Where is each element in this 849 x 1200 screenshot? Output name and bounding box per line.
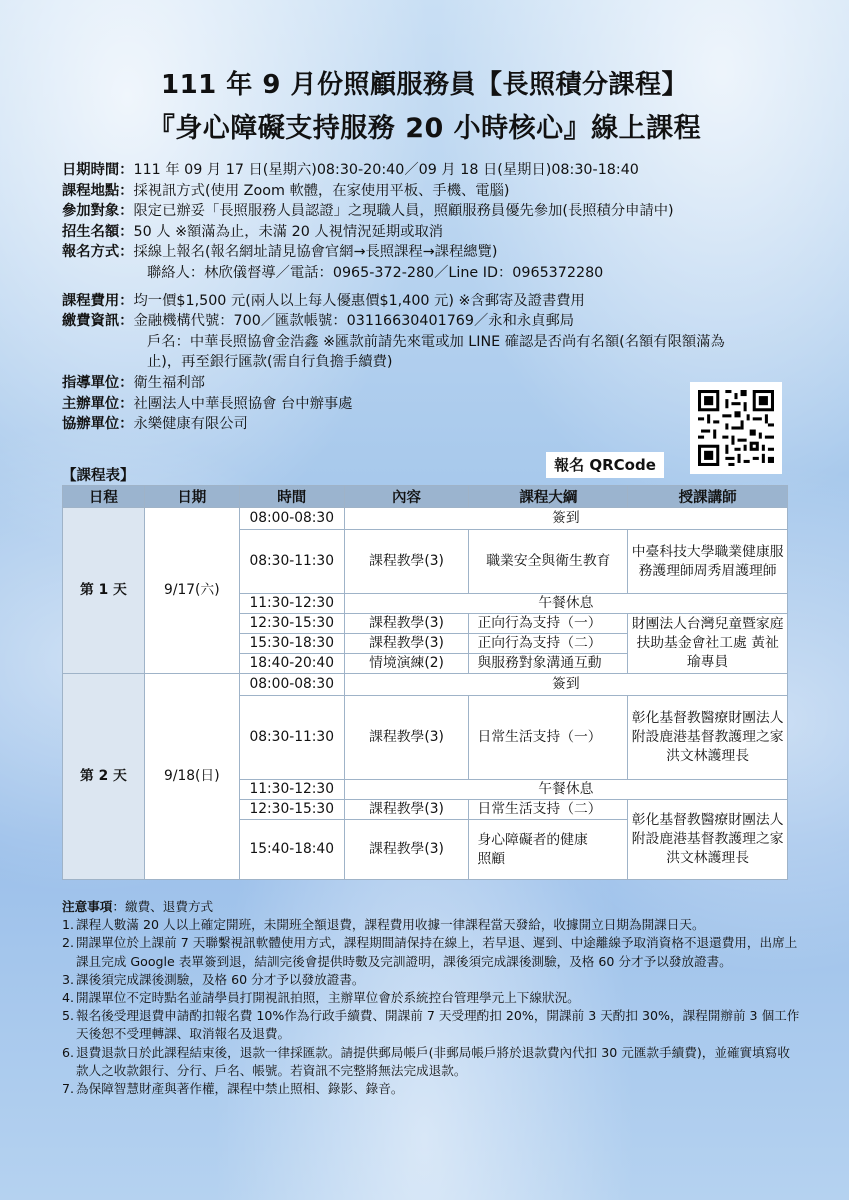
date-cell: 9/18(日) bbox=[144, 674, 239, 880]
info-value: 限定已辦妥「長照服務人員認證」之現職人員，照顧服務員優先參加(長照積分申請中) bbox=[133, 203, 674, 220]
time-cell: 12:30-15:30 bbox=[239, 614, 344, 634]
note-text: 課後須完成課後測驗，及格 60 分才予以發放證書。 bbox=[76, 971, 365, 987]
note-text: 退費退款日於此課程結束後，退款一律採匯款。請提供郵局帳戶(非郵局帳戶將於退款費內代扣 30 元匯款手續費)，並確實填寫收款人之收款銀行、分行、戶名、帳號。若資訊不完整將無法完成退款。 bbox=[76, 1044, 790, 1078]
info-value: 衛生福利部 bbox=[133, 374, 205, 391]
time-cell: 18:40-20:40 bbox=[239, 654, 344, 674]
outline-cell: 日常生活支持（一） bbox=[469, 696, 628, 780]
column-header: 課程大綱 bbox=[469, 486, 628, 508]
outline-cell: 身心障礙者的健康照顧 bbox=[469, 820, 628, 880]
teacher-cell: 財團法人台灣兒童暨家庭扶助基金會社工處 黃祉瑜專員 bbox=[628, 614, 788, 674]
time-cell: 08:00-08:30 bbox=[239, 674, 344, 696]
info-label: 協辦單位： bbox=[62, 416, 134, 433]
notes-section bbox=[62, 898, 802, 1098]
column-header: 授課講師 bbox=[628, 486, 788, 508]
list-item: 6. 退費退款日於此課程結束後，退款一律採匯款。請提供郵局帳戶(非郵局帳戶將於退款費內代扣 30 元匯款手續費)，並確實填寫收款人之收款銀行、分行、戶名、帳號。若資訊不完整將無法完成退款。 bbox=[62, 1044, 802, 1080]
table-row bbox=[63, 674, 788, 696]
info-label: 指導單位： bbox=[62, 374, 134, 391]
info-register bbox=[62, 242, 802, 263]
time-cell: 08:30-11:30 bbox=[239, 530, 344, 594]
info-value: 永樂健康有限公司 bbox=[133, 416, 248, 433]
note-text: 開課單位不定時點名並請學員打開視訊拍照，主辦單位會於系統控台管理學元上下線狀況。 bbox=[76, 990, 580, 1006]
teacher-cell: 中臺科技大學職業健康服務護理師周秀眉護理師 bbox=[628, 530, 788, 594]
info-label: 主辦單位： bbox=[62, 395, 134, 412]
time-cell: 11:30-12:30 bbox=[239, 780, 344, 800]
schedule-label: 【課程表】 bbox=[62, 468, 135, 484]
qr-code-icon bbox=[698, 390, 774, 466]
content-cell: 課程教學(3) bbox=[344, 614, 469, 634]
merged-cell: 簽到 bbox=[344, 674, 787, 696]
column-header: 內容 bbox=[344, 486, 469, 508]
note-text: 開課單位於上課前 7 天聯繫視訊軟體使用方式，課程期間請保持在線上，若早退、遲到、中途離線予取消資格不退還費用，出席上課且完成 Google 表單簽到退，結訓完後會提供時數及完訓證明，課後須完成課後測驗，及格 60 分才予以發放證書。 bbox=[76, 935, 798, 969]
merged-cell: 午餐休息 bbox=[344, 594, 787, 614]
info-audience bbox=[62, 201, 802, 222]
info-value: 採線上報名(報名網址請見協會官網→長照課程→課程總覽) bbox=[133, 244, 498, 261]
column-header: 時間 bbox=[239, 486, 344, 508]
time-cell: 11:30-12:30 bbox=[239, 594, 344, 614]
outline-cell: 與服務對象溝通互動 bbox=[469, 654, 628, 674]
info-value: 50 人 ※額滿為止，未滿 20 人視情況延期或取消 bbox=[133, 223, 444, 240]
info-label: 報名方式： bbox=[62, 244, 134, 261]
outline-cell: 正向行為支持（一） bbox=[469, 614, 628, 634]
time-cell: 15:40-18:40 bbox=[239, 820, 344, 880]
content-cell: 課程教學(3) bbox=[344, 634, 469, 654]
info-payment bbox=[62, 311, 802, 332]
teacher-cell: 彰化基督教醫療財團法人附設鹿港基督教護理之家洪文林護理長 bbox=[628, 800, 788, 880]
time-cell: 08:00-08:30 bbox=[239, 508, 344, 530]
list-item: 1. 課程人數滿 20 人以上確定開班，未開班全額退費，課程費用收據一律課程當天發給，收據開立日期為開課日天。 bbox=[62, 916, 802, 934]
list-item: 7. 為保障智慧財產與著作權，課程中禁止照相、錄影、錄音。 bbox=[62, 1080, 802, 1098]
info-account: 戶名：中華長照協會金浩鑫 ※匯款前請先來電或加 LINE 確認是否尚有名額(名額有限額滿為止)，再至銀行匯款(需自行負擔手續費) bbox=[147, 333, 725, 371]
info-label: 日期時間： bbox=[62, 162, 134, 178]
info-value: 金融機構代號：700／匯款帳號：03116630401769／永和永貞郵局 bbox=[133, 313, 575, 330]
time-cell: 12:30-15:30 bbox=[239, 800, 344, 820]
info-label: 課程地點： bbox=[62, 182, 134, 199]
merged-cell: 簽到 bbox=[344, 508, 787, 530]
info-date bbox=[62, 160, 802, 181]
qr-code[interactable] bbox=[690, 382, 782, 474]
list-item: 3. 課後須完成課後測驗，及格 60 分才予以發放證書。 bbox=[62, 971, 802, 989]
notes-heading-line bbox=[62, 898, 802, 916]
time-cell: 08:30-11:30 bbox=[239, 696, 344, 780]
table-header-row bbox=[63, 486, 788, 508]
column-header: 日期 bbox=[144, 486, 239, 508]
info-quota bbox=[62, 222, 802, 243]
column-header: 日程 bbox=[63, 486, 145, 508]
time-cell: 15:30-18:30 bbox=[239, 634, 344, 654]
info-value: 111 年 09 月 17 日(星期六)08:30-20:40／09 月 18 日(星期日)08:30-18:40 bbox=[133, 162, 639, 178]
outline-cell: 正向行為支持（二） bbox=[469, 634, 628, 654]
info-label: 課程費用： bbox=[62, 292, 134, 309]
info-contact: 聯絡人：林欣儀督導／電話：0965-372-280／Line ID：0965372280 bbox=[147, 264, 604, 281]
info-label: 參加對象： bbox=[62, 203, 134, 220]
outline-cell: 職業安全與衛生教育 bbox=[469, 530, 628, 594]
note-text: 報名後受理退費申請酌扣報名費 10%作為行政手續費、開課前 7 天受理酌扣 20%，開課前 3 天酌扣 30%，課程開辦前 3 個工作天後恕不受理轉課、取消報名及退費。 bbox=[76, 1008, 800, 1042]
day-cell: 第 1 天 bbox=[63, 508, 145, 674]
course-schedule-table bbox=[62, 485, 788, 880]
outline-cell: 日常生活支持（二） bbox=[469, 800, 628, 820]
info-value: 採視訊方式(使用 Zoom 軟體，在家使用平板、手機、電腦) bbox=[133, 182, 510, 199]
title-line-1: 111 年 9 月份照顧服務員【長照積分課程】 bbox=[160, 70, 689, 100]
info-value: 社團法人中華長照協會 台中辦事處 bbox=[133, 395, 353, 412]
qr-label: 報名 QRCode bbox=[546, 452, 664, 478]
list-item: 2. 開課單位於上課前 7 天聯繫視訊軟體使用方式，課程期間請保持在線上，若早退、遲到、中途離線予取消資格不退還費用，出席上課且完成 Google 表單簽到退，結訓完後會提供時數及完訓證明，課後須完成課後測驗，及格 60 分才予以發放證書。 bbox=[62, 934, 802, 970]
content-cell: 課程教學(3) bbox=[344, 820, 469, 880]
info-fee bbox=[62, 291, 802, 312]
merged-cell: 午餐休息 bbox=[344, 780, 787, 800]
note-text: 為保障智慧財產與著作權，課程中禁止照相、錄影、錄音。 bbox=[76, 1081, 404, 1097]
info-value: 均一價$1,500 元(兩人以上每人優惠價$1,400 元) ※含郵寄及證書費用 bbox=[133, 292, 585, 309]
note-text: 課程人數滿 20 人以上確定開班，未開班全額退費，課程費用收據一律課程當天發給，收據開立日期為開課日天。 bbox=[76, 917, 705, 933]
table-row bbox=[63, 508, 788, 530]
notes-heading-suffix: ：繳費、退費方式 bbox=[112, 899, 214, 914]
teacher-cell: 彰化基督教醫療財團法人附設鹿港基督教護理之家洪文林護理長 bbox=[628, 696, 788, 780]
title-line-2: 『身心障礙支持服務 20 小時核心』線上課程 bbox=[147, 113, 702, 144]
info-location bbox=[62, 181, 802, 202]
info-label: 繳費資訊： bbox=[62, 313, 134, 330]
list-item: 5. 報名後受理退費申請酌扣報名費 10%作為行政手續費、開課前 7 天受理酌扣 20%，開課前 3 天酌扣 30%，課程開辦前 3 個工作天後恕不受理轉課、取消報名及退費。 bbox=[62, 1007, 802, 1043]
content-cell: 課程教學(3) bbox=[344, 696, 469, 780]
notes-heading: 注意事項 bbox=[62, 899, 113, 914]
day-cell: 第 2 天 bbox=[63, 674, 145, 880]
content-cell: 課程教學(3) bbox=[344, 530, 469, 594]
info-label: 招生名額： bbox=[62, 223, 134, 240]
content-cell: 情境演練(2) bbox=[344, 654, 469, 674]
list-item: 4. 開課單位不定時點名並請學員打開視訊拍照，主辦單位會於系統控台管理學元上下線狀況。 bbox=[62, 989, 802, 1007]
content-cell: 課程教學(3) bbox=[344, 800, 469, 820]
date-cell: 9/17(六) bbox=[144, 508, 239, 674]
